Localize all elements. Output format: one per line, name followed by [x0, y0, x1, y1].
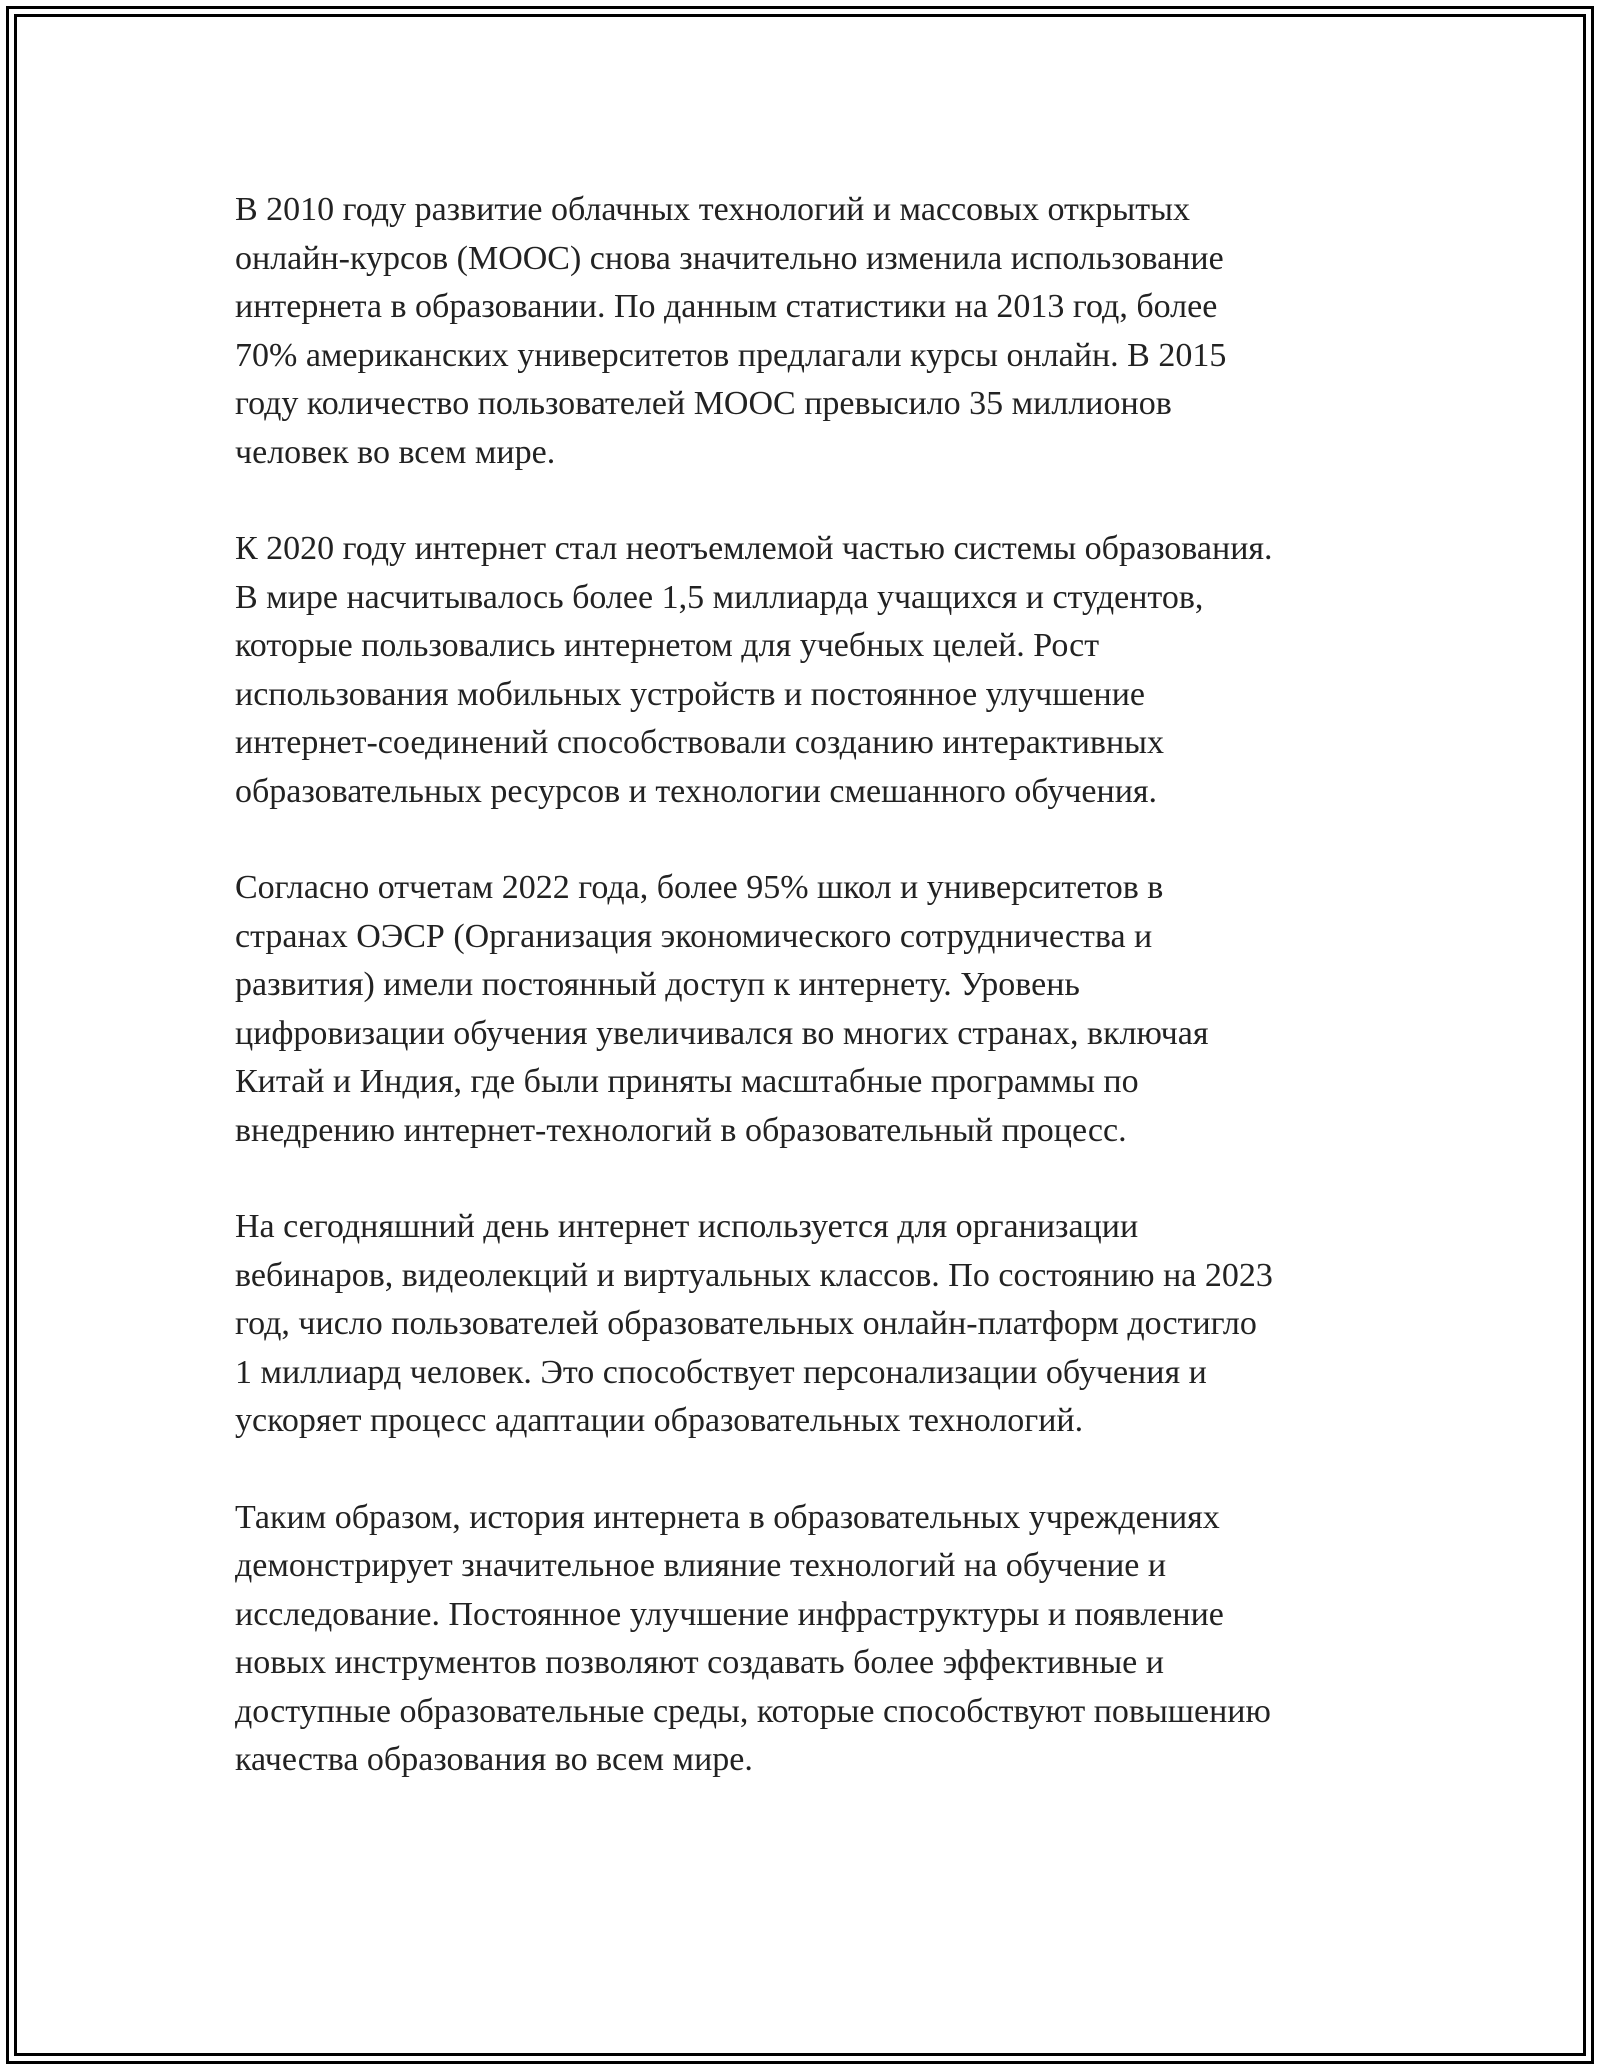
text-line: интернет-соединений способствовали созданию интерактивных	[235, 724, 1165, 761]
text-line: 1 миллиард человек. Это способствует персонализации обучения и	[235, 1353, 1207, 1391]
text-line: онлайн-курсов (MOOC) снова значительно изменила использование	[235, 239, 1224, 277]
text-line: странах ОЭСР (Организация экономического сотрудничества и	[235, 917, 1153, 955]
paragraph-2	[235, 525, 1365, 816]
text-line: Китай и Индия, где были приняты масштабные программы по	[235, 1063, 1139, 1100]
text-line: Согласно отчетам 2022 года, более 95% школ и университетов в	[235, 869, 1164, 906]
text-line: Таким образом, история интернета в образовательных учреждениях	[235, 1498, 1220, 1536]
text-line: К 2020 году интернет стал неотъемлемой частью системы образования.	[235, 530, 1273, 567]
text-line: человек во всем мире.	[235, 433, 556, 471]
text-line: развития) имели постоянный доступ к интернету. Уровень	[235, 966, 1080, 1003]
text-line: качества образования во всем мире.	[235, 1741, 753, 1778]
text-line: исследование. Постоянное улучшение инфраструктуры и появление	[235, 1595, 1224, 1633]
text-line: цифровизации обучения увеличивался во многих странах, включая	[235, 1014, 1209, 1052]
text-line: 70% американских университетов предлагали курсы онлайн. В 2015	[235, 336, 1227, 374]
paragraph-4	[235, 1203, 1365, 1446]
text-line: которые пользовались интернетом для учебных целей. Рост	[235, 627, 1100, 664]
text-line: демонстрирует значительное влияние технологий на обучение и	[235, 1547, 1167, 1584]
paragraph-5	[235, 1494, 1365, 1785]
text-line: доступные образовательные среды, которые способствуют повышению	[235, 1692, 1271, 1730]
text-line: год, число пользователей образовательных онлайн-платформ достигло	[235, 1305, 1257, 1342]
text-line: образовательных ресурсов и технологии смешанного обучения.	[235, 772, 1158, 810]
text-line: В 2010 году развитие облачных технологий и массовых открытых	[235, 191, 1190, 228]
text-line: использования мобильных устройств и постоянное улучшение	[235, 675, 1145, 713]
text-line: вебинаров, видеолекций и виртуальных классов. По состоянию на 2023	[235, 1256, 1273, 1294]
text-line: ускоряет процесс адаптации образовательных технологий.	[235, 1402, 1084, 1439]
text-line: внедрению интернет-технологий в образовательный процесс.	[235, 1111, 1127, 1149]
document-body	[235, 186, 1365, 1785]
text-line: В мире насчитывалось более 1,5 миллиарда учащихся и студентов,	[235, 578, 1204, 616]
paragraph-1	[235, 186, 1365, 477]
text-line: На сегодняшний день интернет используется для организации	[235, 1208, 1139, 1245]
text-line: интернета в образовании. По данным статистики на 2013 год, более	[235, 288, 1218, 325]
text-line: новых инструментов позволяют создавать более эффективные и	[235, 1644, 1164, 1681]
text-line: году количество пользователей MOOC превысило 35 миллионов	[235, 385, 1172, 422]
paragraph-3	[235, 864, 1365, 1155]
